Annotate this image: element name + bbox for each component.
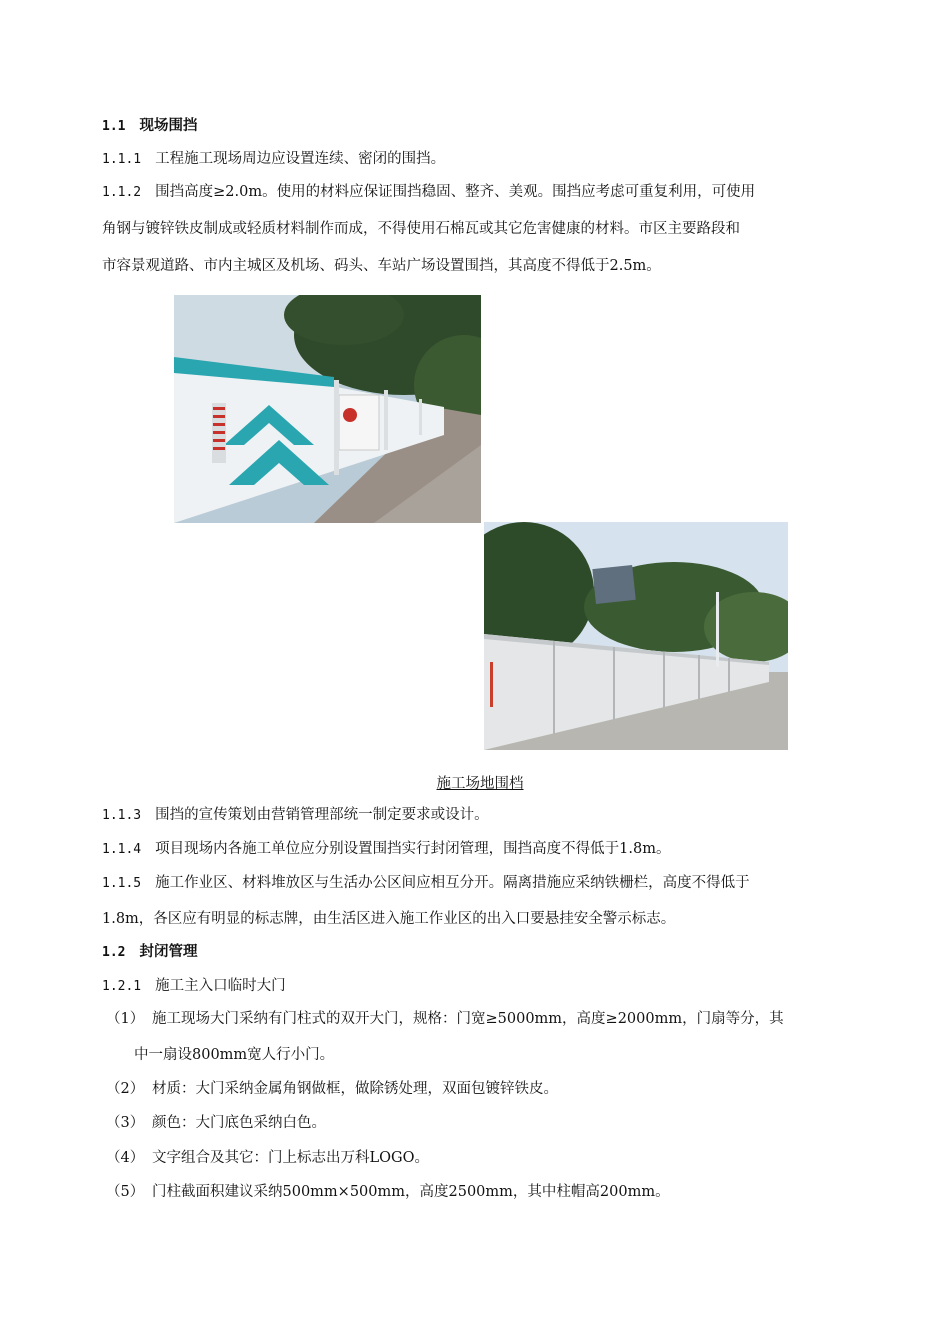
clause-text: 围挡高度≥2.0m。使用的材料应保证围挡稳固、整齐、美观。围挡应考虑可重复利用，可使用 <box>155 184 756 200</box>
clause-text: 施工作业区、材料堆放区与生活办公区间应相互分开。隔离措施应采纳铁栅栏，高度不得低于 <box>155 875 750 891</box>
list-item-text: 施工现场大门采纳有门柱式的双开大门，规格：门宽≥5000mm，高度≥2000mm，门扇等分，其 <box>152 1011 784 1027</box>
list-item-text: 颜色：大门底色采纳白色。 <box>152 1115 326 1131</box>
paragraph-1-1-5-line-1 <box>102 873 750 894</box>
clause-text: 工程施工现场周边应设置连续、密闭的围挡。 <box>155 151 446 167</box>
clause-number: 1.1.5 <box>102 876 142 891</box>
clause-text: 施工主入口临时大门 <box>155 978 286 994</box>
list-item-number: （3） <box>106 1115 145 1131</box>
clause-number: 1.2.1 <box>102 979 142 994</box>
paragraph-1-2-1 <box>102 976 286 997</box>
section-heading-1-1 <box>102 116 197 137</box>
paragraph-1-1-1 <box>102 149 445 170</box>
hoarding-photo-2 <box>484 522 788 750</box>
list-item-text: 文字组合及其它：门上标志出万科LOGO。 <box>152 1150 429 1166</box>
list-item-1 <box>106 1009 784 1029</box>
section-title: 现场围挡 <box>139 117 198 134</box>
list-item-2 <box>106 1079 558 1099</box>
list-item-1-continuation: 中一扇设800mm宽人行小门。 <box>134 1047 335 1063</box>
paragraph-1-1-3 <box>102 805 489 826</box>
section-number: 1.1 <box>102 119 126 134</box>
paragraph-1-1-5-line-2: 1.8m，各区应有明显的标志牌，由生活区进入施工作业区的出入口要悬挂安全警示标志。 <box>102 911 676 927</box>
clause-number: 1.1.2 <box>102 185 142 200</box>
section-heading-1-2 <box>102 942 197 963</box>
paragraph-1-1-2-line-3: 市容景观道路、市内主城区及机场、码头、车站广场设置围挡，其高度不得低于2.5m。 <box>102 258 661 274</box>
clause-number: 1.1.1 <box>102 152 142 167</box>
list-item-text: 材质：大门采纳金属角钢做框，做除锈处理，双面包镀锌铁皮。 <box>152 1081 558 1097</box>
list-item-number: （5） <box>106 1184 145 1200</box>
list-item-5 <box>106 1182 670 1202</box>
list-item-3 <box>106 1113 326 1133</box>
section-number: 1.2 <box>102 945 126 960</box>
paragraph-1-1-2-line-1 <box>102 182 755 203</box>
clause-number: 1.1.3 <box>102 808 142 823</box>
list-item-number: （4） <box>106 1150 145 1166</box>
figure-caption: 施工场地围档 <box>436 776 524 792</box>
clause-text: 项目现场内各施工单位应分别设置围挡实行封闭管理，围挡高度不得低于1.8m。 <box>155 841 671 857</box>
list-item-4 <box>106 1148 429 1168</box>
paragraph-1-1-2-line-2: 角钢与镀锌铁皮制成或轻质材料制作而成，不得使用石棉瓦或其它危害健康的材料。市区主要路段和 <box>102 221 740 237</box>
paragraph-1-1-4 <box>102 839 670 860</box>
list-item-text: 门柱截面积建议采纳500mm×500mm，高度2500mm，其中柱帽高200mm。 <box>152 1184 670 1200</box>
clause-number: 1.1.4 <box>102 842 142 857</box>
section-title: 封闭管理 <box>139 943 198 960</box>
clause-text: 围挡的宣传策划由营销管理部统一制定要求或设计。 <box>155 807 489 823</box>
list-item-number: （1） <box>106 1011 145 1027</box>
hoarding-photo-1 <box>174 295 481 523</box>
list-item-number: （2） <box>106 1081 145 1097</box>
